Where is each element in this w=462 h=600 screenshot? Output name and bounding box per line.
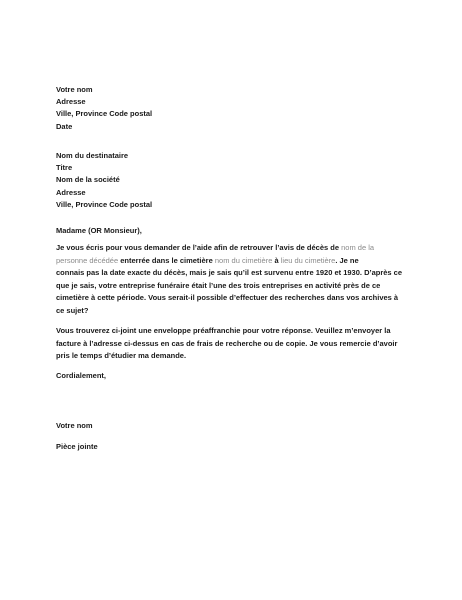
salutation bbox=[56, 225, 428, 237]
paragraph-2-line-3: pris le temps d’étudier ma demande. bbox=[56, 351, 187, 360]
placeholder-cemetery-name: nom du cimetière bbox=[214, 255, 273, 265]
signature bbox=[56, 420, 428, 432]
salutation-text: Madame (OR Monsieur), bbox=[56, 226, 142, 235]
placeholder-deceased-name: nom de la bbox=[341, 243, 375, 252]
paragraph-2-line-2: facture à l’adresse ci-dessus en cas de frais de recherche ou de copie. Je vous remercie d’avoir bbox=[56, 338, 398, 348]
recipient-city: Ville, Province Code postal bbox=[56, 199, 153, 209]
sender-date: Date bbox=[56, 121, 73, 131]
closing bbox=[56, 370, 428, 382]
recipient-company: Nom de la société bbox=[56, 175, 120, 185]
paragraph-1 bbox=[56, 242, 428, 317]
sender-name: Votre nom bbox=[56, 85, 93, 94]
enclosure bbox=[56, 441, 428, 453]
placeholder-cemetery-location: lieu du cimetière bbox=[280, 255, 336, 265]
placeholder-deceased-name-cont: personne décédée bbox=[56, 255, 119, 265]
paragraph-2-line-1: Vous trouverez ci-joint une enveloppe préaffranchie pour votre réponse. Veuillez m’envoyer la bbox=[56, 326, 391, 335]
signature-name: Votre nom bbox=[56, 421, 93, 430]
sender-address: Adresse bbox=[56, 97, 86, 107]
paragraph-1-line-4: que je sais, votre entreprise funéraire était l’une des trois entreprises en activité près de ce bbox=[56, 280, 381, 290]
sender-city: Ville, Province Code postal bbox=[56, 109, 153, 119]
paragraph-1-line-6: ce sujet? bbox=[56, 305, 89, 315]
paragraph-1-line-3: connais pas la date exacte du décès, mais je sais qu’il est survenu entre 1920 et 1930. D’après ce bbox=[56, 268, 403, 277]
paragraph-2 bbox=[56, 325, 428, 363]
paragraph-1-text: Je vous écris pour vous demander de l’aide afin de retrouver l’avis de décès de bbox=[56, 243, 342, 252]
paragraph-1-text: enterrée dans le cimetière bbox=[118, 255, 215, 265]
recipient-block bbox=[56, 150, 428, 211]
sender-block bbox=[56, 84, 428, 133]
recipient-address: Adresse bbox=[56, 187, 86, 197]
paragraph-1-line-2 bbox=[56, 255, 428, 268]
closing-text: Cordialement, bbox=[56, 371, 107, 380]
recipient-name: Nom du destinataire bbox=[56, 151, 129, 160]
paragraph-1-text: . Je ne bbox=[335, 255, 359, 265]
paragraph-1-line-5: cimetière à cette période. Vous serait-il possible d’effectuer des recherches dans vos archives à bbox=[56, 293, 399, 302]
recipient-title: Titre bbox=[56, 163, 73, 173]
paragraph-1-text: à bbox=[272, 255, 281, 265]
enclosure-text: Pièce jointe bbox=[56, 442, 98, 451]
paragraph-1-line-1 bbox=[56, 242, 428, 255]
